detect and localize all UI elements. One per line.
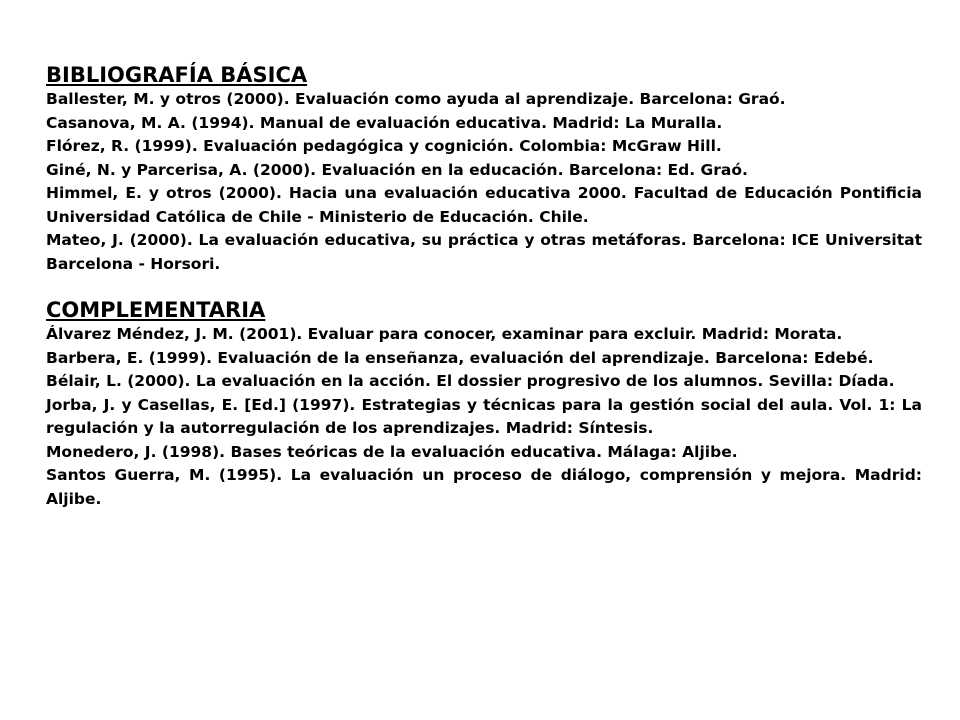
section-heading: COMPLEMENTARIA	[46, 298, 266, 322]
reference-entry: Santos Guerra, M. (1995). La evaluación un proceso de diálogo, comprensión y mejora. Madrid: Aljibe.	[46, 466, 922, 508]
bibliography-slide	[46, 62, 922, 511]
reference-list	[46, 88, 922, 276]
reference-entry: Bélair, L. (2000). La evaluación en la acción. El dossier progresivo de los alumnos. Sevilla: Díada.	[46, 372, 895, 390]
reference-entry: Jorba, J. y Casellas, E. [Ed.] (1997). Estrategias y técnicas para la gestión social del aula. Vol. 1: La regulación y la autorregulación de los aprendizajes. Madrid: Síntesis.	[46, 395, 922, 437]
reference-entry: Himmel, E. y otros (2000). Hacia una evaluación educativa 2000. Facultad de Educación Pontificia Universidad Católica de Chile - Ministerio de Educación. Chile.	[46, 184, 922, 226]
section-heading: BIBLIOGRAFÍA BÁSICA	[46, 63, 308, 87]
section-basic	[46, 62, 922, 276]
reference-entry: Flórez, R. (1999). Evaluación pedagógica y cognición. Colombia: McGraw Hill.	[46, 137, 722, 155]
section-spacer	[46, 276, 922, 297]
reference-entry: Barbera, E. (1999). Evaluación de la enseñanza, evaluación del aprendizaje. Barcelona: Edebé.	[46, 348, 874, 367]
section-complementary	[46, 297, 922, 511]
reference-entry: Giné, N. y Parcerisa, A. (2000). Evaluación en la educación. Barcelona: Ed. Graó.	[46, 160, 748, 179]
reference-entry: Mateo, J. (2000). La evaluación educativa, su práctica y otras metáforas. Barcelona: ICE Universitat Barcelona - Horsori.	[46, 231, 922, 273]
reference-entry: Monedero, J. (1998). Bases teóricas de la evaluación educativa. Málaga: Aljibe.	[46, 442, 738, 461]
reference-entry: Casanova, M. A. (1994). Manual de evaluación educativa. Madrid: La Muralla.	[46, 113, 723, 132]
reference-entry: Álvarez Méndez, J. M. (2001). Evaluar para conocer, examinar para excluir. Madrid: Morata.	[46, 325, 843, 343]
reference-list	[46, 323, 922, 511]
reference-entry: Ballester, M. y otros (2000). Evaluación como ayuda al aprendizaje. Barcelona: Graó.	[46, 90, 786, 108]
